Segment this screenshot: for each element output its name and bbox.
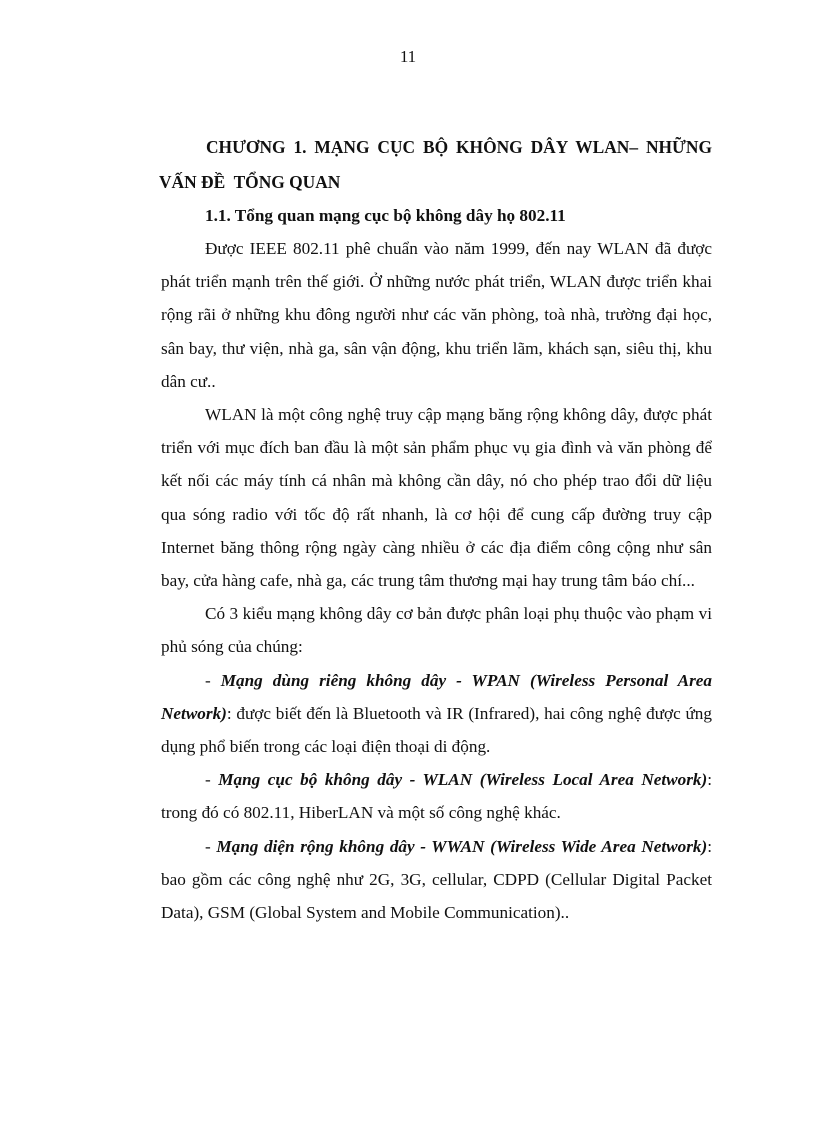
list-item-prefix: - — [205, 670, 221, 690]
page-body — [161, 130, 712, 929]
paragraph-intro: Được IEEE 802.11 phê chuẩn vào năm 1999, đến nay WLAN đã được phát triển mạnh trên thế giới. Ở những nước phát triển, WLAN được triển khai rộng rãi ở những khu đông người như các văn phòng, toà nhà, trường đại học, sân bay, thư viện, nhà ga, sân vận động, khu triển lãm, khách sạn, siêu thị, khu dân cư.. — [161, 239, 712, 391]
list-item-term-wwan: Mạng diện rộng không dây - WWAN (Wireless Wide Area Network) — [216, 836, 708, 856]
list-item-prefix: - — [205, 770, 219, 790]
list-item-description-wpan: : được biết đến là Bluetooth và IR (Infrared), hai công nghệ được ứng dụng phổ biến trong các loại điện thoại di động. — [161, 703, 712, 757]
paragraph-network-types-intro: Có 3 kiểu mạng không dây cơ bản được phân loại phụ thuộc vào phạm vi phủ sóng của chúng: — [161, 604, 712, 657]
chapter-title — [159, 130, 712, 199]
list-item-description-wwan: : bao gồm các công nghệ như 2G, 3G, cellular, CDPD (Cellular Digital Packet Data), GSM (Global System and Mobile Communication).. — [161, 836, 712, 923]
list-item-wwan — [161, 830, 712, 930]
paragraph-wlan-description: WLAN là một công nghệ truy cập mạng băng rộng không dây, được phát triển với mục đích ban đầu là một sản phẩm phục vụ gia đình và văn phòng để kết nối các máy tính cá nhân mà không cần dây, nó cho phép trao đổi dữ liệu qua sóng radio với tốc độ rất nhanh, là cơ hội để cung cấp đường truy cập Internet băng thông rộng ngày càng nhiều ở các địa điểm công cộng như sân bay, cửa hàng cafe, nhà ga, các trung tâm thương mại hay trung tâm báo chí... — [161, 405, 712, 591]
list-item-term-wpan: Mạng dùng riêng không dây - WPAN (Wireless Personal Area Network) — [161, 670, 712, 723]
list-item-prefix: - — [205, 836, 217, 856]
chapter-title-line-1: CHƯƠNG 1. MẠNG CỤC BỘ KHÔNG DÂY WLAN– NHỮNG — [206, 137, 712, 157]
list-item-wpan — [161, 664, 712, 764]
list-item-wlan — [161, 763, 712, 829]
chapter-title-line-2: VẤN ĐỀ TỔNG QUAN — [159, 171, 341, 192]
section-heading: 1.1. Tổng quan mạng cục bộ không dây họ 802.11 — [205, 206, 566, 225]
list-item-term-wlan: Mạng cục bộ không dây - WLAN (Wireless Local Area Network) — [218, 770, 708, 790]
list-item-description-wlan: : trong đó có 802.11, HiberLAN và một số công nghệ khác. — [161, 770, 712, 823]
page-number: 11 — [399, 47, 417, 66]
